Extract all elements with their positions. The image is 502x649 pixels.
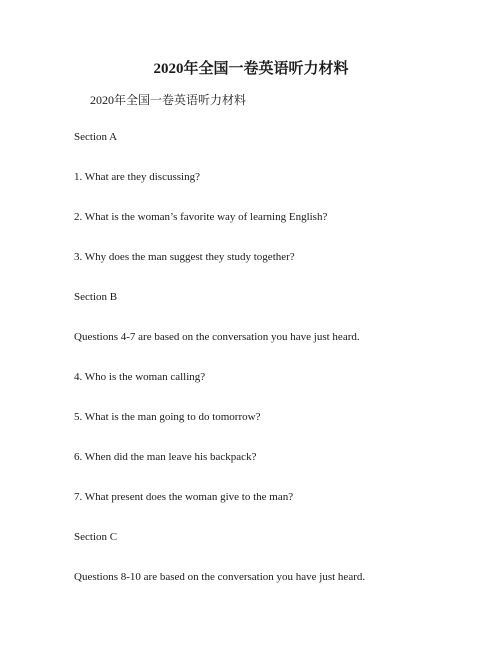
section-c-instruction: Questions 8-10 are based on the conversation you have just heard. bbox=[74, 571, 366, 583]
section-c-heading: Section C bbox=[74, 531, 118, 543]
question-1: 1. What are they discussing? bbox=[74, 171, 200, 183]
section-a-heading: Section A bbox=[74, 131, 118, 143]
question-3: 3. Why does the man suggest they study together? bbox=[74, 251, 295, 263]
question-4: 4. Who is the woman calling? bbox=[74, 371, 206, 383]
section-b-instruction: Questions 4-7 are based on the conversation you have just heard. bbox=[74, 331, 360, 343]
document-title: 2020年全国一卷英语听力材料 bbox=[153, 61, 349, 77]
question-6: 6. When did the man leave his backpack? bbox=[74, 451, 257, 463]
question-2: 2. What is the woman’s favorite way of learning English? bbox=[74, 211, 328, 223]
question-7: 7. What present does the woman give to the man? bbox=[74, 491, 294, 503]
section-b-heading: Section B bbox=[74, 291, 118, 303]
document-subtitle: 2020年全国一卷英语听力材料 bbox=[90, 93, 247, 107]
question-5: 5. What is the man going to do tomorrow? bbox=[74, 411, 261, 423]
